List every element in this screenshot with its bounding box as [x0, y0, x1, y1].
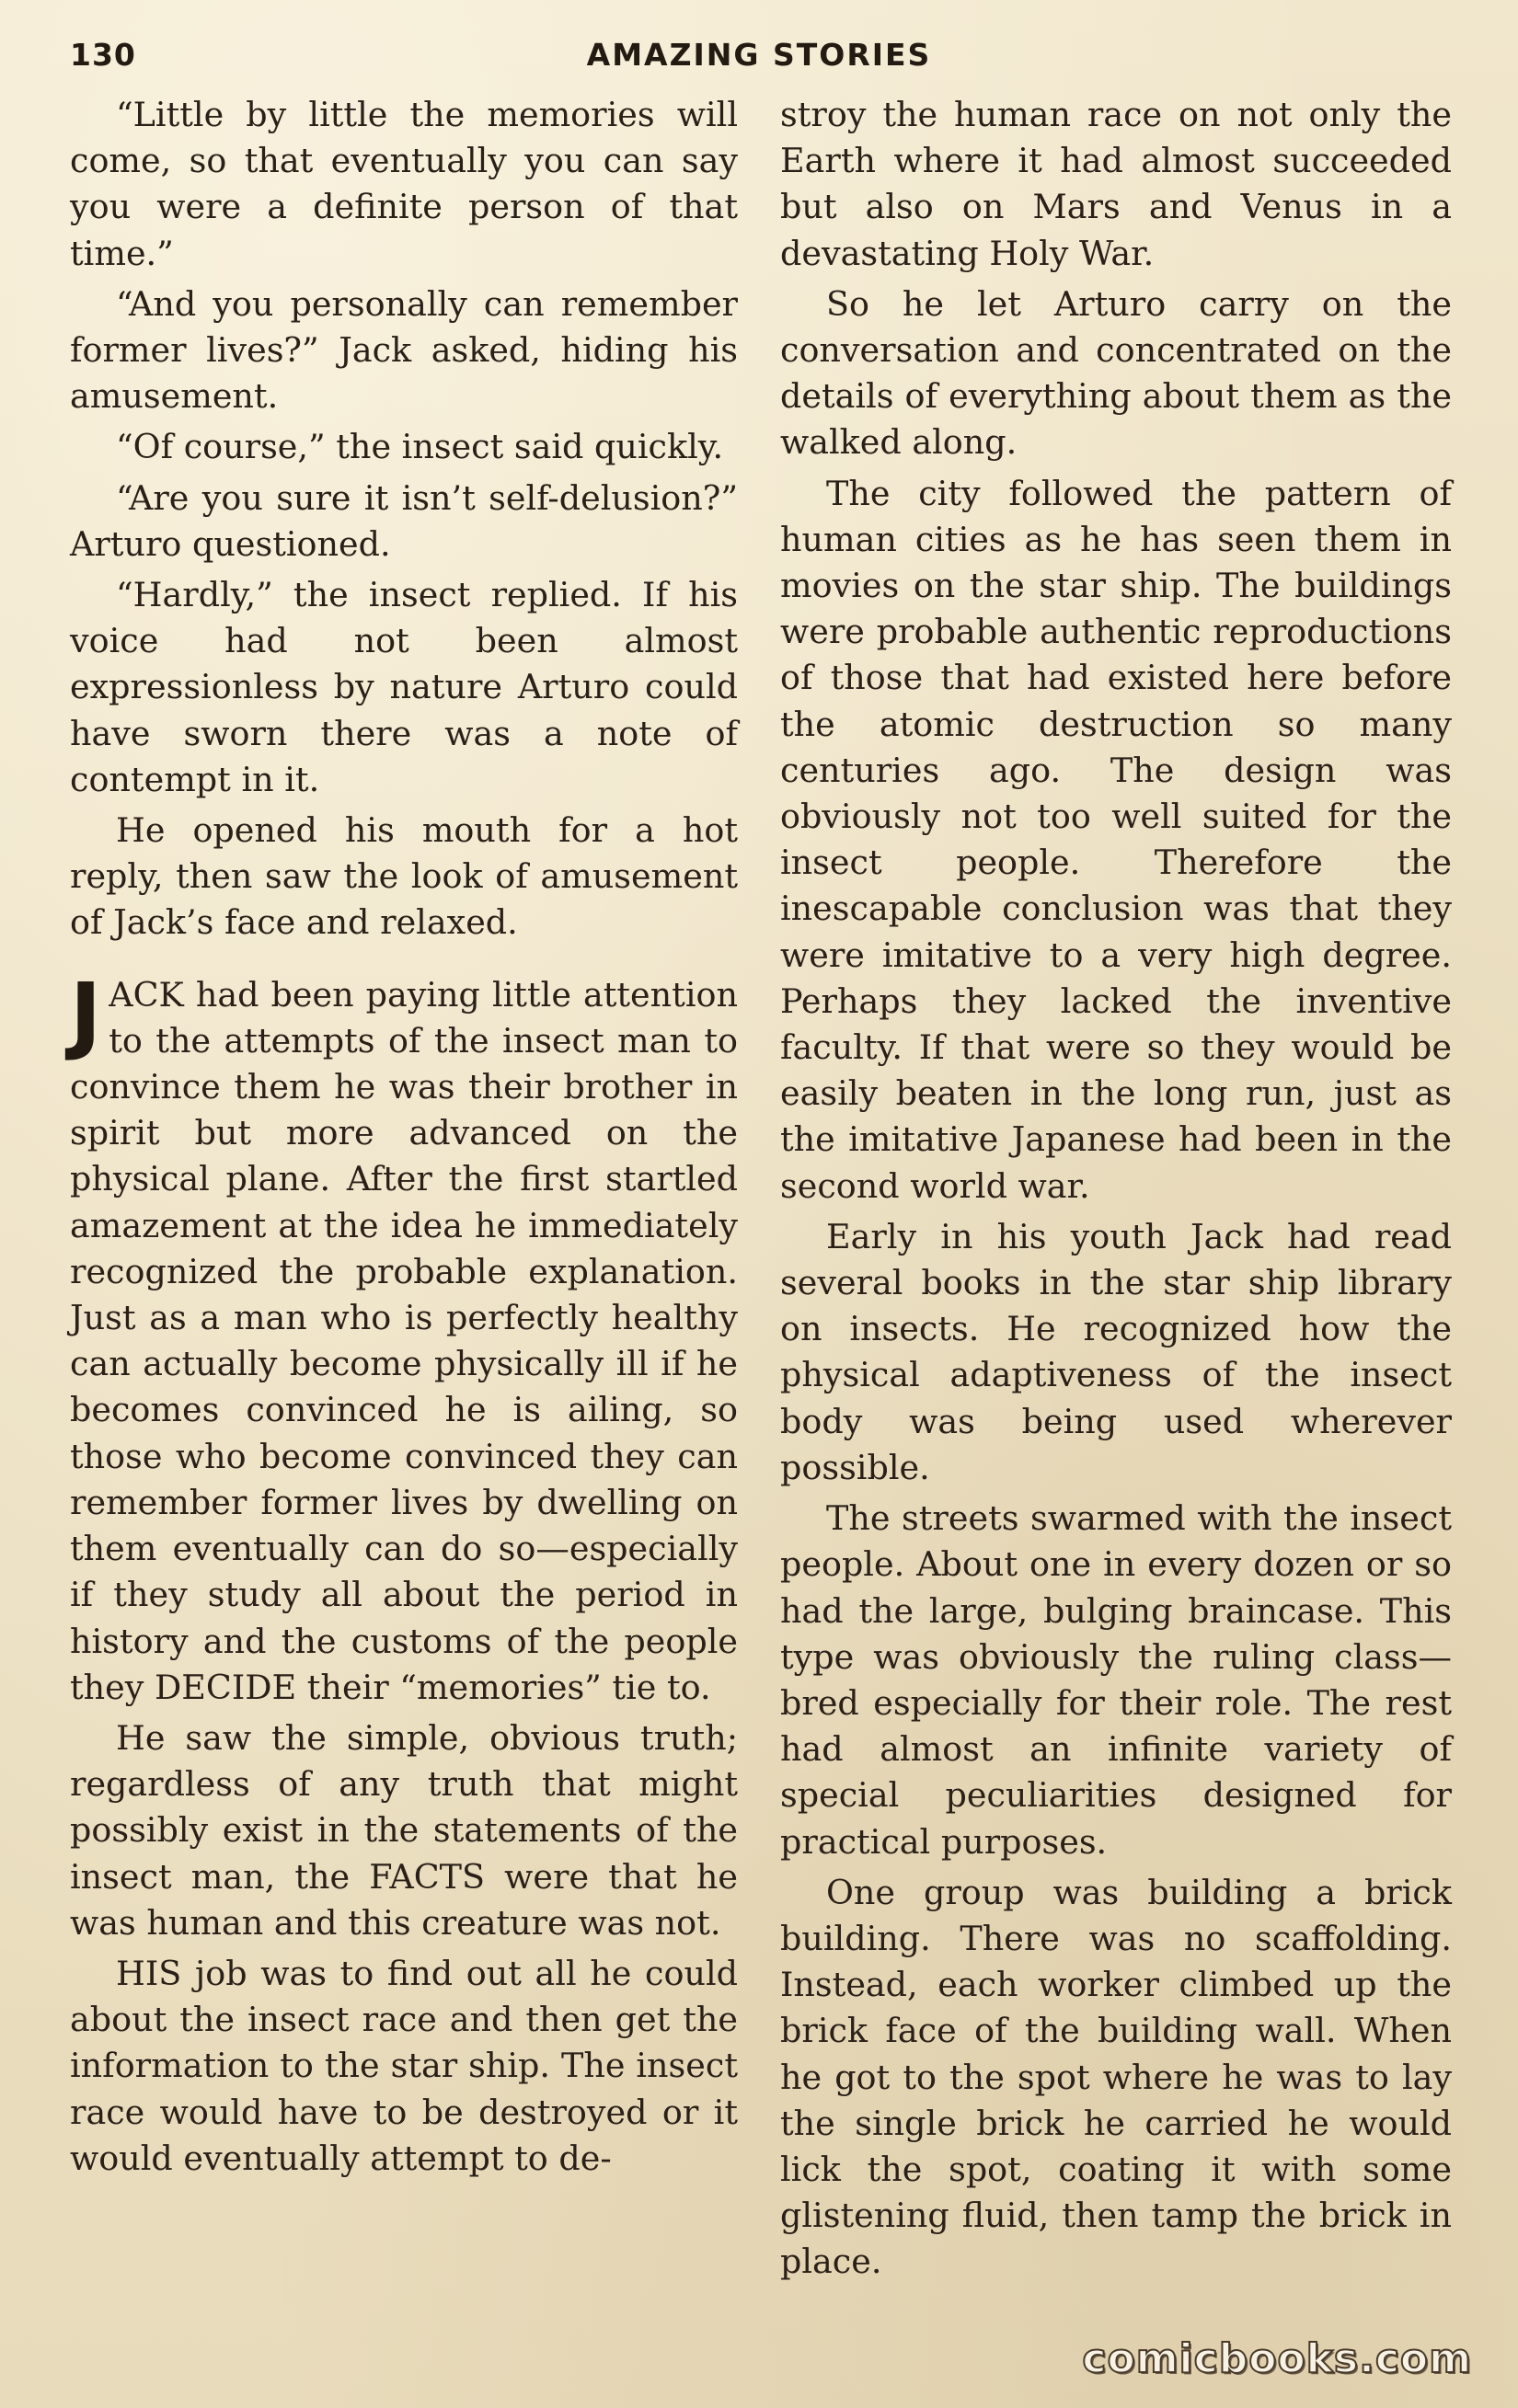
- right-column: [780, 92, 1452, 2290]
- paragraph: Early in his youth Jack had read several books in the star ship library on insects. He recognized how the physical adaptiveness of the insect body was being used wherever possible.: [780, 1216, 1452, 1487]
- drop-cap: J: [70, 964, 102, 1063]
- paragraph: He saw the simple, obvious truth; regardless of any truth that might possibly exist in the statements of the insect man, the FACTS were that he was human and this creature was not.: [70, 1717, 738, 1943]
- paragraph: He opened his mouth for a hot reply, then saw the look of amusement of Jack’s face and relaxed.: [70, 810, 738, 943]
- site-watermark: comicbooks.com: [1082, 2335, 1472, 2382]
- magazine-title: AMAZING STORIES: [586, 37, 932, 73]
- section-start-paragraph: [70, 964, 738, 1711]
- paragraph: The city followed the pattern of human cities as he has seen them in movies on the star ship. The buildings were probable authentic reproductions of those that had existed here before the atomic destruction so many centuries ago. The design was obviously not too well suited for the insect people. Therefore the inescapable conclusion was that they were imitative to a very high degree. Perhaps they lacked the inventive faculty. If that were so they would be easily beaten in the long run, just as the imitative Japanese had been in the second world war.: [780, 473, 1452, 1206]
- paragraph: “Of course,” the insect said quickly.: [116, 427, 724, 467]
- paragraph: The streets swarmed with the insect people. About one in every dozen or so had the large, bulging braincase. This type was obviously the ruling class—bred especially for their role. The rest had almost an infinite variety of special peculiarities designed for practical purposes.: [780, 1498, 1452, 1862]
- running-head: [70, 37, 1448, 79]
- left-column: [70, 92, 738, 2186]
- paragraph-text: ACK had been paying little attention to the attempts of the insect man to convince them he was their brother in spirit but more advanced on the physical plane. After the first startled amazement at the idea he immediately recognized the probable explanation. Just as a man who is perfectly healthy can actually become physically ill if he becomes convinced he is ailing, so those who become convinced they can remember former lives by dwelling on them eventually can do so—especially if they study all about the period in history and the customs of the people they DECIDE their “memories” tie to.: [70, 974, 738, 1707]
- paragraph: “And you personally can remember former lives?” Jack asked, hiding his amusement.: [70, 283, 738, 417]
- paragraph: stroy the human race on not only the Earth where it had almost succeeded but also on Mars and Venus in a devastating Holy War.: [780, 95, 1452, 273]
- paragraph: One group was building a brick building. There was no scaffolding. Instead, each worker climbed up the brick face of the building wall. When he got to the spot where he was to lay the single brick he carried he would lick the spot, coating it with some glistening fluid, then tamp the brick in place.: [780, 1872, 1452, 2282]
- page-number: 130: [70, 37, 136, 73]
- paragraph: “Little by little the memories will come, so that eventually you can say you were a definite person of that time.”: [70, 95, 738, 273]
- paragraph: “Hardly,” the insect replied. If his voice had not been almost expressionless by nature Arturo could have sworn there was a note of contempt in it.: [70, 575, 738, 799]
- paragraph: HIS job was to find out all he could about the insect race and then get the information to the star ship. The insect race would have to be destroyed or it would eventually attempt to de-: [70, 1953, 738, 2178]
- paragraph: So he let Arturo carry on the conversation and concentrated on the details of everything about them as the walked along.: [780, 283, 1452, 463]
- paragraph: “Are you sure it isn’t self-delusion?” Arturo questioned.: [70, 477, 738, 564]
